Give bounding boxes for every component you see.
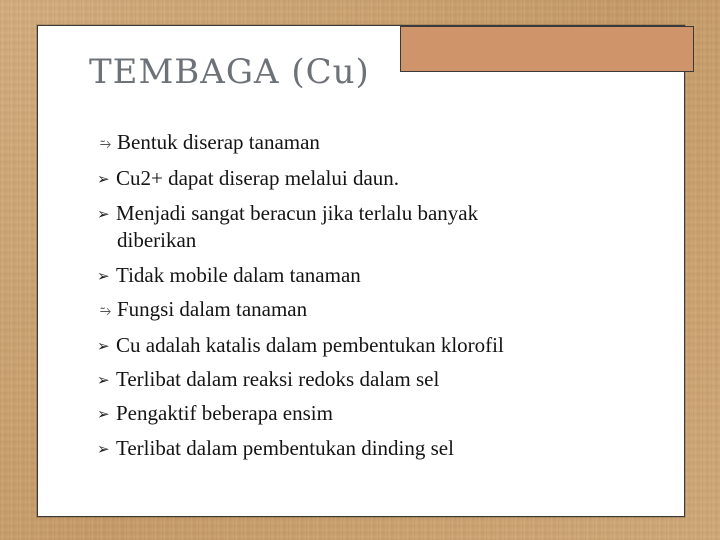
bullet-item (97, 166, 399, 191)
slide-title: TEMBAGA (Cu) (89, 52, 370, 92)
bullet-text: Pengaktif beberapa ensim (116, 401, 333, 425)
bullet-item (100, 130, 320, 156)
arrow-bullet-icon: ➢ (97, 170, 110, 188)
arrow-bullet-icon: ➢ (97, 440, 110, 458)
arrow-bullet-icon: ➢ (97, 205, 110, 223)
arrow-bullet-icon: ➢ (97, 337, 110, 355)
bullet-text: Terlibat dalam reaksi redoks dalam sel (116, 367, 440, 391)
bullet-text: Cu adalah katalis dalam pembentukan klorofil (116, 333, 504, 357)
bullet-item (97, 263, 361, 288)
bullet-text: Tidak mobile dalam tanaman (116, 263, 361, 287)
decorative-tab (400, 26, 694, 72)
bullet-item (100, 297, 307, 323)
bullet-item (97, 401, 333, 426)
bullet-item (97, 367, 439, 392)
bullet-text: Cu2+ dapat diserap melalui daun. (116, 166, 400, 190)
bullet-text: Bentuk diserap tanaman (117, 130, 320, 154)
wave-bullet-icon: ⥲ (100, 303, 112, 319)
arrow-bullet-icon: ➢ (97, 267, 110, 285)
bullet-text: Menjadi sangat beracun jika terlalu banyak (116, 201, 479, 225)
arrow-bullet-icon: ➢ (97, 371, 110, 389)
bullet-item (97, 333, 504, 358)
bullet-item (97, 201, 478, 226)
bullet-text: Terlibat dalam pembentukan dinding sel (116, 436, 454, 460)
bullet-item (97, 436, 454, 461)
bullet-text: Fungsi dalam tanaman (117, 297, 308, 321)
bullet-continuation: diberikan (117, 228, 197, 252)
wave-bullet-icon: ⥲ (100, 136, 112, 152)
arrow-bullet-icon: ➢ (97, 405, 110, 423)
